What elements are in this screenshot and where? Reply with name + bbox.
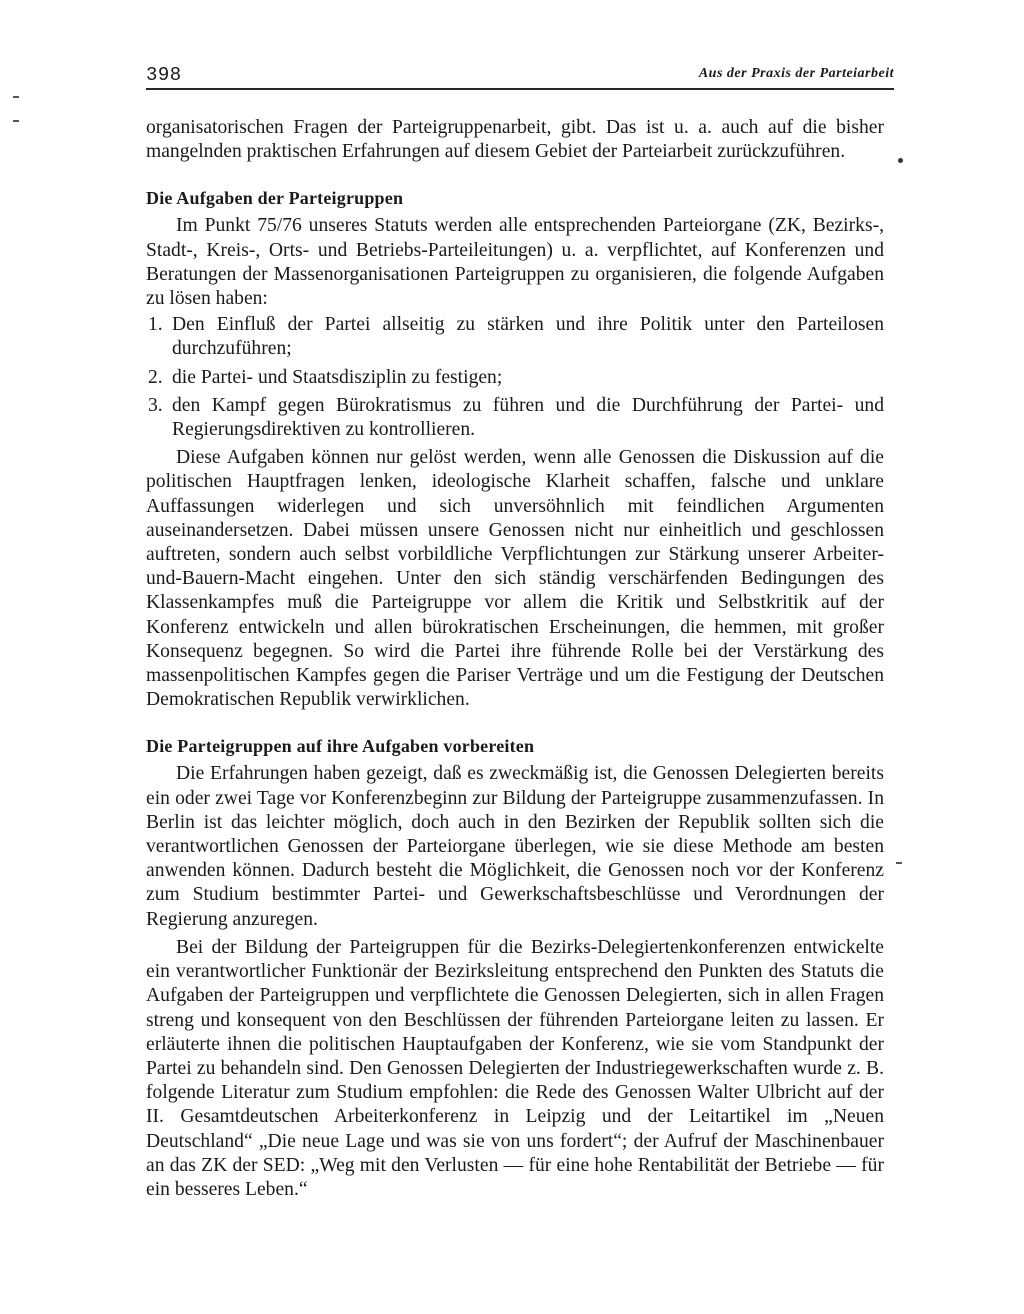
page-body xyxy=(146,116,884,1202)
list-item-number: 2. xyxy=(148,366,163,388)
section1-paragraph2: Diese Aufgaben können nur gelöst werden, wenn alle Genossen die Diskussion auf die politischen Hauptfragen lenken, ideologische Klarheit schaffen, falsche und unklare Auffassungen widerlegen und sich unversöhnlich mit feindlichen Argumenten auseinandersetzen. Dabei müssen unsere Genossen nicht nur einheitlich und geschlossen auftreten, sondern auch selbst vorbildliche Verpflichtungen zur Stärkung unserer Arbeiter-und-Bauern-Macht eingehen. Unter den sich ständig verschärfenden Bedingungen des Klassenkampfes muß die Parteigruppe vor allem die Kritik und Selbstkritik auf der Konferenz entwickeln und allen bürokratischen Erscheinungen, die hemmen, mit großer Konsequenz begegnen. So wird die Partei ihre führende Rolle bei der Verstärkung des massenpolitischen Kampfes gegen die Pariser Verträge und um die Festigung der Deutschen Demokratischen Republik verwirklichen. xyxy=(146,447,884,711)
list-item xyxy=(146,394,884,442)
list-item-number: 1. xyxy=(148,314,163,336)
margin-mark xyxy=(898,158,903,163)
section2-paragraph1: Die Erfahrungen haben gezeigt, daß es zweckmäßig ist, die Genossen Delegierten bereits ein oder zwei Tage vor Konferenzbeginn zur Bildung der Parteigruppe zusammenzufassen. In Berlin ist das leichter möglich, doch auch in den Bezirken der Republik sollten sich die verantwortlichen Genossen der Parteiorgane überlegen, wie sie diese Methode am besten anwenden können. Dadurch besteht die Möglichkeit, die Genossen noch vor der Konferenz zum Studium bestimmter Partei- und Gewerkschaftsbeschlüsse und Verordnungen der Regierung anzuregen. xyxy=(146,763,884,930)
margin-mark xyxy=(13,120,19,122)
section2-paragraph2: Bei der Bildung der Parteigruppen für die Bezirks-Delegiertenkonferenzen entwickelte ein verantwortlicher Funktionär der Bezirksleitung entsprechend den Punkten des Statuts die Aufgaben der Parteigruppen und verpflichtete die Genossen Delegierten, sich in allen Fragen streng und konsequent von den Beschlüssen der führenden Parteiorgane leiten zu lassen. Er erläuterte ihnen die politischen Hauptaufgaben der Konferenz, wie sie vom Standpunkt der Partei zu behandeln sind. Den Genossen Delegierten der Industriegewerkschaften wurde z. B. folgende Literatur zum Studium empfohlen: die Rede des Genossen Walter Ulbricht auf der II. Gesamtdeutschen Arbeiterkonferenz in Leipzig und der Leitartikel im „Neuen Deutschland“ „Die neue Lage und was sie von uns fordert“; der Aufruf der Maschinenbauer an das ZK der SED: „Weg mit den Verlusten — für eine hohe Rentabilität der Betriebe — für ein besseres Leben.“ xyxy=(146,936,884,1200)
section1-paragraph1: Im Punkt 75/76 unseres Statuts werden alle entsprechenden Parteiorgane (ZK, Bezirks-, Stadt-, Kreis-, Orts- und Betriebs-Parteileitungen) u. a. verpflichtet, auf Konferenzen und Beratungen der Massenorganisationen Parteigruppen zu organisieren, die folgende Aufgaben zu lösen haben: xyxy=(146,215,884,310)
section-heading-vorbereiten: Die Parteigruppen auf ihre Aufgaben vorbereiten xyxy=(146,736,535,757)
list-item-text: den Kampf gegen Bürokratismus zu führen und die Durchführung der Partei- und Regierungsdirektiven zu kontrollieren. xyxy=(172,394,884,441)
intro-paragraph: organisatorischen Fragen der Parteigruppenarbeit, gibt. Das ist u. a. auch auf die bisher mangelnden praktischen Erfahrungen auf diesem Gebiet der Parteiarbeit zurückzuführen. xyxy=(146,117,884,163)
list-item-text: Den Einfluß der Partei allseitig zu stärken und ihre Politik unter den Parteilosen durchzuführen; xyxy=(172,314,884,360)
running-title: Aus der Praxis der Parteiarbeit xyxy=(698,66,894,81)
task-list xyxy=(146,313,884,442)
list-item-text: die Partei- und Staatsdisziplin zu festigen; xyxy=(172,366,503,388)
running-header xyxy=(146,62,894,90)
list-item xyxy=(146,366,884,390)
page-number: 398 xyxy=(146,64,182,86)
margin-mark xyxy=(896,862,902,864)
margin-mark xyxy=(13,96,19,98)
list-item xyxy=(146,313,884,361)
section-heading-aufgaben: Die Aufgaben der Parteigruppen xyxy=(146,188,404,209)
list-item-number: 3. xyxy=(148,394,163,416)
